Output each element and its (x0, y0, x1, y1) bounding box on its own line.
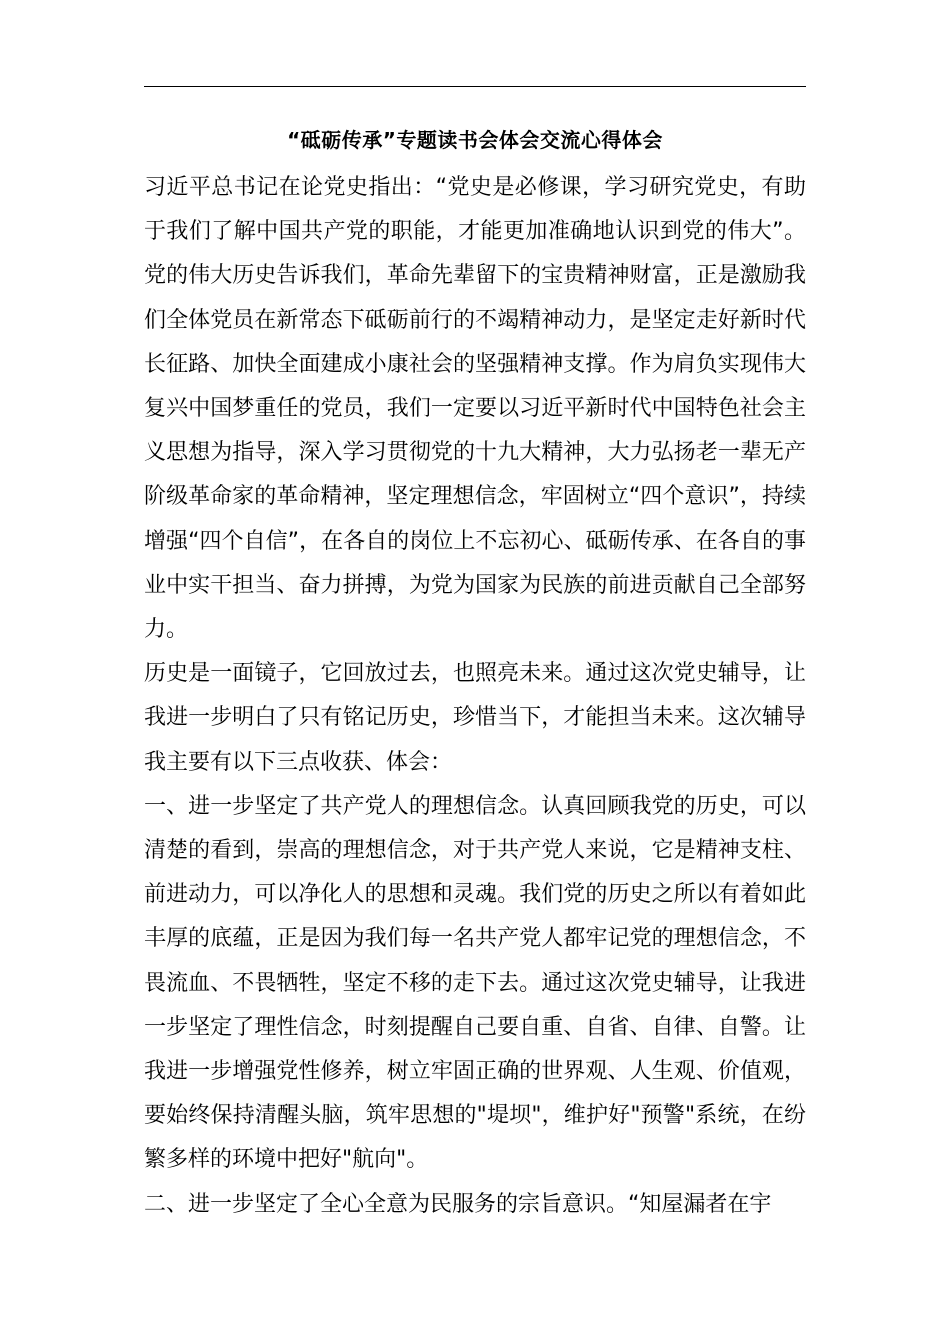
paragraph-point-two: 二、进一步坚定了全心全意为民服务的宗旨意识。“知屋漏者在宇 (144, 1191, 772, 1217)
paragraph-history-mirror: 历史是一面镜子，它回放过去，也照亮未来。通过这次党史辅导，让我进一步明白了只有铭记历史，珍惜当下，才能担当未来。这次辅导我主要有以下三点收获、体会： (144, 661, 806, 775)
document-title: “砥砺传承”专题读书会体会交流心得体会 (287, 128, 663, 152)
document-body (144, 166, 806, 1227)
header-rule (144, 86, 806, 87)
paragraph-intro: 习近平总书记在论党史指出：“党史是必修课，学习研究党史，有助于我们了解中国共产党的职能，才能更加准确地认识到党的伟大”。党的伟大历史告诉我们，革命先辈留下的宝贵精神财富，正是激励我们全体党员在新常态下砥砺前行的不竭精神动力，是坚定走好新时代长征路、加快全面建成小康社会的坚强精神支撑。作为肩负实现伟大复兴中国梦重任的党员，我们一定要以习近平新时代中国特色社会主义思想为指导，深入学习贯彻党的十九大精神，大力弘扬老一辈无产阶级革命家的革命精神，坚定理想信念，牢固树立“四个意识”，持续增强“四个自信”，在各自的岗位上不忘初心、砥砺传承、在各自的事业中实干担当、奋力拼搏，为党为国家为民族的前进贡献自己全部努力。 (144, 175, 806, 643)
paragraph-point-one: 一、进一步坚定了共产党人的理想信念。认真回顾我党的历史，可以清楚的看到，崇高的理想信念，对于共产党人来说，它是精神支柱、前进动力，可以净化人的思想和灵魂。我们党的历史之所以有着如此丰厚的底蕴，正是因为我们每一名共产党人都牢记党的理想信念，不畏流血、不畏牺牲，坚定不移的走下去。通过这次党史辅导，让我进一步坚定了理性信念，时刻提醒自己要自重、自省、自律、自警。让我进一步增强党性修养，树立牢固正确的世界观、人生观、价值观，要始终保持清醒头脑，筑牢思想的"堤坝"，维护好"预警"系统，在纷繁多样的环境中把好"航向"。 (144, 793, 806, 1173)
